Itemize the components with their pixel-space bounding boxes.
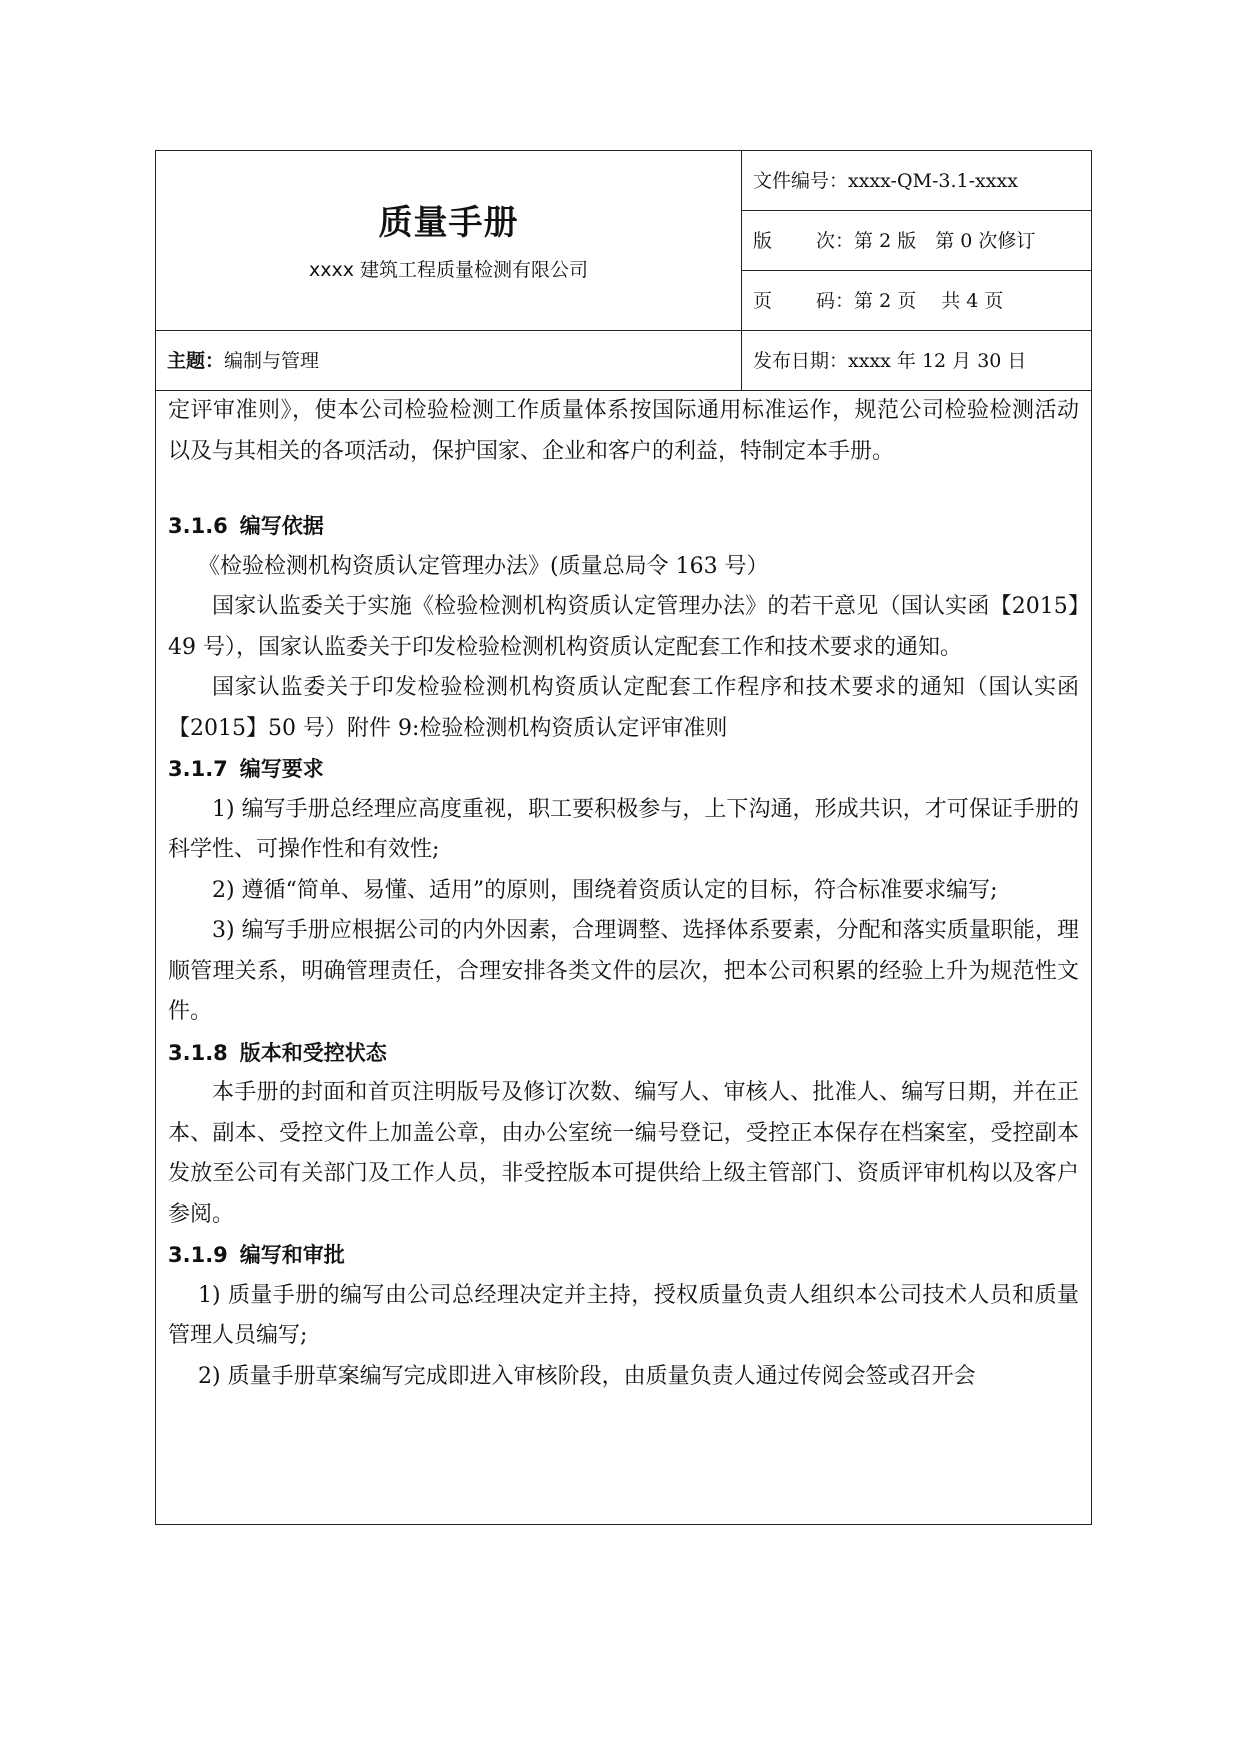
document-body [156, 391, 1091, 1397]
section-3-1-7-p1: 1) 编写手册总经理应高度重视，职工要积极参与，上下沟通，形成共识，才可保证手册的科学性、可操作性和有效性; [168, 796, 1079, 862]
document-title: 质量手册 [378, 203, 519, 243]
edition-cell [742, 211, 1091, 271]
section-3-1-6-heading: 3.1.6 编写依据 [168, 514, 324, 538]
subject-cell [156, 331, 742, 391]
subject-label: 主题： [167, 350, 225, 372]
header-title-cell [156, 151, 742, 331]
section-3-1-7-p2: 2) 遵循“简单、易懂、适用”的原则，围绕着资质认定的目标，符合标准要求编写; [212, 877, 998, 903]
section-3-1-9-p2: 2) 质量手册草案编写完成即进入审核阶段，由质量负责人通过传阅会签或召开会 [198, 1363, 976, 1389]
file-number-cell [742, 151, 1091, 211]
section-3-1-9-heading: 3.1.9 编写和审批 [168, 1243, 345, 1267]
section-3-1-6-p2: 国家认监委关于实施《检验检测机构资质认定管理办法》的若干意见（国认实函【2015】49 号），国家认监委关于印发检验检测机构资质认定配套工作和技术要求的通知。 [168, 594, 1079, 660]
document-frame [155, 150, 1092, 1525]
file-number-label: 文件编号： [753, 170, 849, 192]
page-label-a: 页 [753, 290, 773, 312]
publish-date-label: 发布日期： [753, 350, 849, 372]
page-number-cell [742, 271, 1091, 331]
company-name: xxxx 建筑工程质量检测有限公司 [308, 259, 589, 281]
publish-date-value: xxxx 年 12 月 30 日 [848, 350, 1027, 372]
section-3-1-6-p3: 国家认监委关于印发检验检测机构资质认定配套工作程序和技术要求的通知（国认实函【2015】50 号）附件 9:检验检测机构资质认定评审准则 [168, 675, 1079, 741]
page-label-b: 码： [816, 290, 855, 312]
subject-value: 编制与管理 [224, 350, 320, 372]
publish-date-cell [742, 331, 1091, 391]
edition-label-b: 次： [816, 230, 855, 252]
edition-value: 第 2 版 第 0 次修订 [854, 230, 1036, 252]
section-3-1-6-p1: 《检验检测机构资质认定管理办法》(质量总局令 163 号） [198, 553, 769, 579]
page-number-value: 第 2 页 共 4 页 [854, 290, 1004, 312]
file-number-value: xxxx-QM-3.1-xxxx [848, 170, 1018, 192]
edition-label-a: 版 [753, 230, 773, 252]
intro-paragraph: 定评审准则》，使本公司检验检测工作质量体系按国际通用标准运作，规范公司检验检测活动以及与其相关的各项活动，保护国家、企业和客户的利益，特制定本手册。 [168, 398, 1079, 464]
section-3-1-7-heading: 3.1.7 编写要求 [168, 757, 324, 781]
section-3-1-8-heading: 3.1.8 版本和受控状态 [168, 1040, 387, 1065]
section-3-1-9-p1: 1) 质量手册的编写由公司总经理决定并主持，授权质量负责人组织本公司技术人员和质量管理人员编写; [168, 1282, 1079, 1348]
section-3-1-7-p3: 3) 编写手册应根据公司的内外因素，合理调整、选择体系要素，分配和落实质量职能，理顺管理关系，明确管理责任，合理安排各类文件的层次，把本公司积累的经验上升为规范性文件。 [168, 918, 1079, 1024]
section-3-1-8-p1: 本手册的封面和首页注明版号及修订次数、编写人、审核人、批准人、编写日期，并在正本、副本、受控文件上加盖公章，由办公室统一编号登记，受控正本保存在档案室，受控副本发放至公司有关部门及工作人员，非受控版本可提供给上级主管部门、资质评审机构以及客户参阅。 [168, 1080, 1079, 1227]
